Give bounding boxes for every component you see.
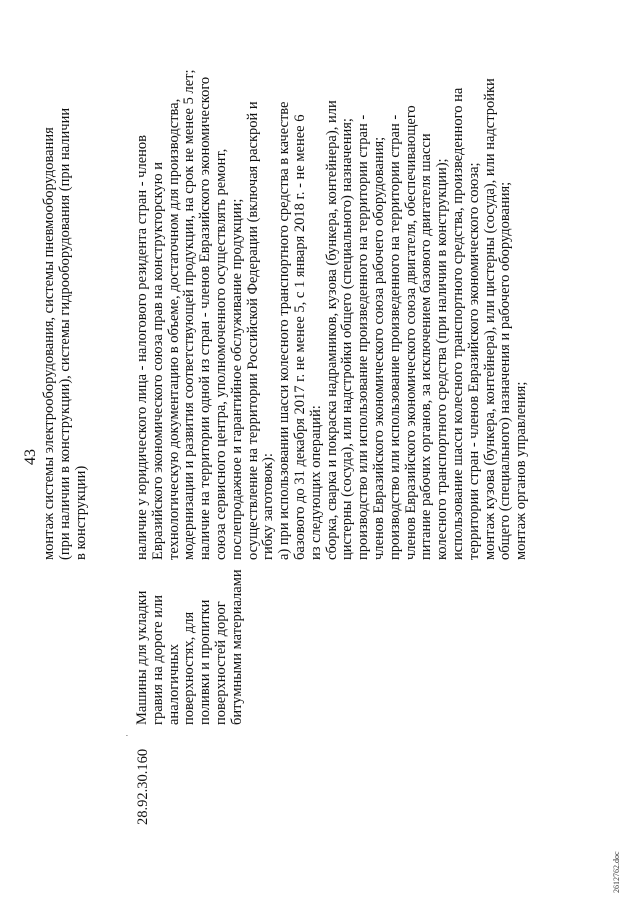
text-line: сборка, сварка и покраска надрамников, кузова (бункера, контейнера), или [323, 100, 340, 560]
text-line: колесного транспортного средства (при наличии в конструкции); [434, 158, 451, 560]
page-number: 43 [22, 449, 39, 465]
text-line: использование шасси колесного транспортного средства, произведенного на [449, 87, 466, 560]
product-name [135, 565, 246, 725]
text-line: монтаж кузова (бункера, контейнера), или цистерны (сосуда), или надстройки [481, 78, 498, 560]
margin-mark: · [122, 734, 132, 737]
text-line: а) при использовании шасси колесного транспортного средства в качестве [276, 101, 293, 560]
text-line: поверхностях, для [181, 611, 198, 725]
text-line: питание рабочих органов, за исключением базового двигателя шасси [418, 133, 435, 560]
footer-file-code: 2612762.doc [612, 851, 621, 893]
text-line: членов Евразийского экономического союза рабочего оборудования; [370, 136, 387, 560]
text-line: союза сервисного центра, уполномоченного осуществлять ремонт, [212, 148, 229, 560]
text-line: производство или использование произведенного на территории стран - [386, 114, 403, 560]
requirements-text [135, 20, 530, 560]
text-line: Евразийского экономического союза прав на конструкторскую и [149, 162, 166, 560]
text-line: производство или использование произведенного на территории стран - [355, 114, 372, 560]
text-line: модернизации и развития соответствующей продукции, на срок не менее 5 лет; [181, 69, 198, 560]
text-line: аналогичных [165, 644, 182, 725]
text-line: наличие на территории одной из стран - членов Евразийского экономического [197, 76, 214, 560]
text-line: из следующих операций: [307, 405, 324, 560]
text-line: Машины для укладки [134, 590, 150, 725]
text-line: поверхностей дорог [212, 601, 229, 725]
text-line: монтаж органов управления; [513, 381, 530, 560]
text-line: базового до 31 декабря 2017 г. не менее 5, с 1 января 2018 г. - не менее 6 [291, 114, 308, 560]
text-line: гибку заготовок): [260, 453, 277, 560]
text-line: цистерны (сосуда), или надстройки общего (специального) назначения; [339, 118, 356, 560]
text-line: территории стран - членов Евразийского экономического союза; [465, 162, 482, 560]
text-line: наличие у юридического лица - налогового резидента стран - членов [134, 135, 150, 560]
text-line: монтаж системы электрооборудования, системы пневмооборудования [41, 127, 57, 560]
text-line: членов Евразийского экономического союза двигателя, обеспечивающего [402, 105, 419, 560]
continuation-text [42, 20, 89, 560]
text-line: гравия на дороге или [149, 594, 166, 725]
text-line: в конструкции) [72, 465, 89, 560]
text-line: битумными материалами [228, 569, 245, 725]
text-line: общего (специального) назначения и рабочего оборудования; [497, 181, 514, 560]
product-code: 28.92.30.160 [135, 748, 151, 825]
text-line: послепродажное и гарантийное обслуживание продукции; [228, 198, 245, 560]
text-line: технологическую документацию в объеме, достаточном для производства, [165, 98, 182, 560]
text-line: поливки и пропитки [197, 599, 214, 725]
text-line: (при наличии в конструкции), системы гидрооборудования (при наличии [56, 107, 73, 560]
text-line: осуществление на территории Российской Федерации (включая раскрой и [244, 101, 261, 560]
